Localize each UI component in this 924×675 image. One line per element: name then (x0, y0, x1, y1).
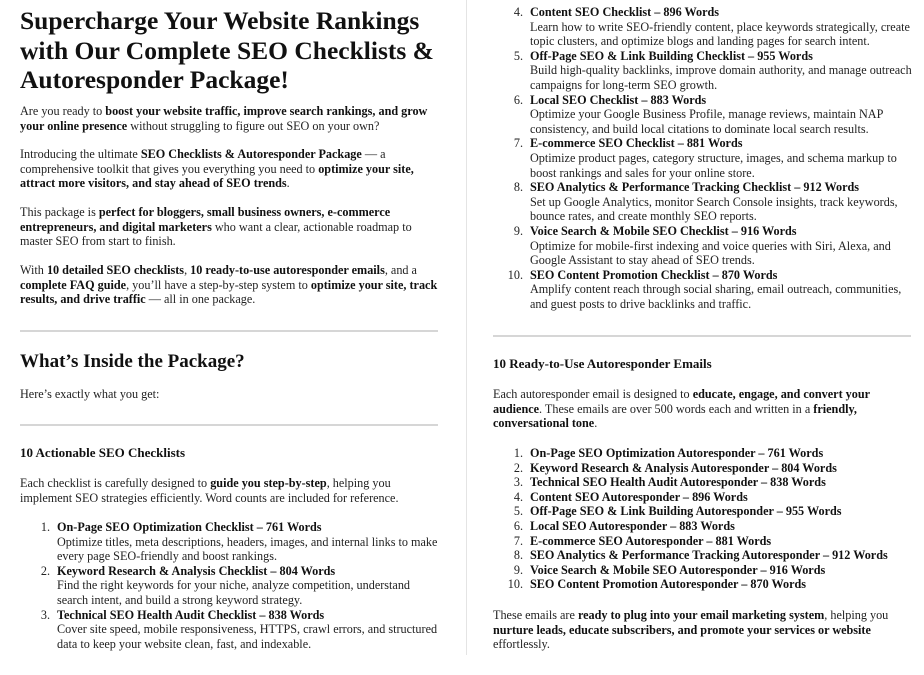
list-item-title: Voice Search & Mobile SEO Checklist – 916 Words (530, 223, 797, 238)
text: Each autoresponder email is designed to (493, 387, 693, 401)
text: . (286, 176, 290, 191)
list-number: 5. (513, 48, 523, 63)
text: This package is (20, 205, 99, 219)
list-item (493, 577, 918, 592)
list-item-title: On-Page SEO Optimization Autoresponder – 761 Words (530, 446, 824, 460)
list-item-title: Off-Page SEO & Link Building Checklist – 955 Words (530, 48, 813, 63)
list-item-title: On-Page SEO Optimization Checklist – 761 Words (57, 520, 322, 534)
list-item (493, 268, 918, 312)
intro-paragraph-3 (20, 205, 440, 249)
list-number: 9. (513, 223, 523, 238)
list-number: 7. (513, 533, 523, 548)
list-item-title: E-commerce SEO Checklist – 881 Words (530, 136, 743, 151)
list-number: 8. (513, 548, 523, 563)
list-item (20, 564, 440, 608)
list-item-title: Technical SEO Health Audit Checklist – 838 Words (57, 607, 325, 622)
list-item-title: Technical SEO Health Audit Autoresponder – 838 Words (530, 475, 826, 490)
page-divider (466, 0, 467, 655)
checklist-list-part-1 (20, 520, 440, 651)
bold-text: optimize your site, attract more visitors, and stay ahead of SEO trends (20, 161, 414, 191)
text: Each checklist is carefully designed to (20, 476, 211, 490)
list-item-title: SEO Content Promotion Checklist – 870 Words (530, 267, 778, 282)
list-item-title: SEO Analytics & Performance Tracking Checklist – 912 Words (530, 180, 860, 195)
list-number: 2. (40, 563, 50, 578)
list-item (20, 520, 440, 564)
intro-paragraph-1 (20, 104, 440, 133)
list-item (493, 534, 918, 549)
page-title: Supercharge Your Website Rankings with Our Complete SEO Checklists & Autoresponder Package! (20, 6, 434, 94)
list-item-description: Optimize titles, meta descriptions, headers, images, and internal links to make every page SEO-friendly and boost rankings. (57, 534, 438, 564)
intro-paragraph-2 (20, 147, 440, 191)
list-number: 3. (40, 607, 50, 622)
list-number: 5. (513, 504, 523, 519)
list-number: 4. (513, 489, 523, 504)
inside-text: Here’s exactly what you get: (20, 387, 160, 401)
bold-text: optimize your site, track results, and drive traffic (20, 277, 438, 307)
text: — a comprehensive toolkit that gives you everything you need to (20, 147, 386, 176)
bold-text: 10 ready-to-use autoresponder emails (190, 263, 385, 277)
bold-text: perfect for bloggers, small business owners, e-commerce entrepreneurs, and digital marketers (20, 205, 391, 234)
list-item (20, 608, 440, 652)
list-number: 1. (40, 520, 50, 534)
list-number: 6. (513, 518, 523, 533)
bold-text: SEO Checklists & Autoresponder Package (140, 147, 362, 161)
divider (20, 330, 438, 332)
bold-text: educate, engage, and convert your audience (493, 387, 870, 416)
list-item-title: Keyword Research & Analysis Autoresponder – 804 Words (530, 460, 837, 475)
list-number: 7. (513, 136, 523, 151)
list-item-description: Cover site speed, mobile responsiveness, HTTPS, crawl errors, and structured data to keep your website clean, fast, and indexable. (57, 622, 438, 651)
list-item-title: Voice Search & Mobile SEO Autoresponder – 916 Words (530, 562, 826, 577)
bold-text: ready to plug into your email marketing system (577, 608, 825, 622)
list-item (493, 548, 918, 563)
text: , and a (384, 263, 417, 277)
list-item (493, 563, 918, 578)
text: Introducing the ultimate (20, 147, 141, 161)
list-item-description: Optimize for mobile-first indexing and voice queries with Siri, Alexa, and Google Assistant to stay ahead of SEO trends. (530, 238, 891, 268)
emails-heading: 10 Ready-to-Use Autoresponder Emails (493, 356, 712, 371)
emails-outro (493, 608, 913, 652)
list-item-description: Build high-quality backlinks, improve domain authority, and manage outreach campaigns for long-term SEO growth. (530, 63, 912, 92)
list-item-title: Keyword Research & Analysis Checklist – 804 Words (57, 563, 336, 578)
bold-text: guide you step-by-step (210, 476, 327, 490)
list-item (493, 5, 918, 49)
text: — all in one package. (145, 292, 256, 307)
list-item-description: Find the right keywords for your niche, analyze competition, understand search intent, and build a strong keyword strategy. (57, 578, 411, 607)
text: , helping you implement SEO strategies efficiently. Word counts are included for reference. (20, 476, 399, 505)
bold-text: friendly, conversational tone (493, 401, 857, 431)
list-number: 4. (513, 5, 523, 19)
list-item (493, 519, 918, 534)
list-item (493, 504, 918, 519)
list-item (493, 136, 918, 180)
list-item-title: E-commerce SEO Autoresponder – 881 Words (530, 533, 772, 548)
list-item (493, 224, 918, 268)
divider (20, 424, 438, 426)
text: effortlessly. (493, 637, 550, 652)
text: who want a clear, actionable roadmap to master SEO from start to finish. (20, 219, 412, 249)
bold-text: nurture leads, educate subscribers, and promote your services or website (493, 622, 871, 637)
checklist-list-part-2 (493, 5, 918, 311)
list-number: 10. (507, 267, 523, 282)
list-item-title: Off-Page SEO & Link Building Autoresponder – 955 Words (530, 504, 842, 519)
text: Are you ready to (20, 104, 106, 118)
text: With (20, 263, 47, 277)
email-list (493, 446, 918, 592)
bold-text: 10 detailed SEO checklists (46, 263, 185, 277)
text: , you’ll have a step-by-step system to (126, 277, 311, 292)
text: These emails are (493, 608, 578, 622)
list-item (493, 49, 918, 93)
list-number: 10. (507, 577, 523, 592)
text: , (184, 263, 191, 277)
list-item-title: SEO Content Promotion Autoresponder – 870 Words (530, 577, 807, 592)
checklists-intro (20, 476, 440, 505)
bold-text: complete FAQ guide (20, 277, 127, 292)
list-item (493, 93, 918, 137)
list-item-title: Local SEO Checklist – 883 Words (530, 92, 707, 107)
bold-text: boost your website traffic, improve search rankings, and grow your online presence (20, 104, 428, 133)
list-number: 6. (513, 92, 523, 107)
list-number: 9. (513, 562, 523, 577)
list-item-title: SEO Analytics & Performance Tracking Autoresponder – 912 Words (530, 548, 888, 563)
list-item-description: Learn how to write SEO-friendly content, place keywords strategically, create topic clusters, and optimize blogs and landing pages for search intent. (530, 19, 910, 49)
list-number: 1. (513, 446, 523, 460)
text: . (594, 416, 598, 431)
inside-heading: What’s Inside the Package? (20, 351, 245, 372)
list-number: 8. (513, 180, 523, 195)
list-item-description: Amplify content reach through social sharing, email outreach, communities, and guest posts to drive backlinks and traffic. (530, 282, 902, 311)
list-item-description: Optimize product pages, category structure, images, and schema markup to boost rankings and sales for your online store. (530, 150, 897, 180)
text: without struggling to figure out SEO on your own? (127, 118, 380, 133)
emails-intro (493, 387, 913, 431)
list-item-description: Set up Google Analytics, monitor Search Console insights, track keywords, bounce rates, and create monthly SEO reports. (530, 194, 898, 224)
checklists-heading: 10 Actionable SEO Checklists (20, 445, 186, 460)
text: . These emails are over 500 words each and written in a (539, 401, 814, 416)
list-item-title: Content SEO Autoresponder – 896 Words (530, 489, 748, 504)
list-item (493, 180, 918, 224)
list-item (493, 446, 918, 461)
list-item-title: Content SEO Checklist – 896 Words (530, 5, 720, 19)
divider (493, 335, 911, 337)
list-item-title: Local SEO Autoresponder – 883 Words (530, 518, 735, 533)
list-number: 2. (513, 460, 523, 475)
list-item (493, 475, 918, 490)
intro-paragraph-4 (20, 263, 440, 307)
list-number: 3. (513, 475, 523, 490)
list-item (493, 490, 918, 505)
list-item (493, 461, 918, 476)
list-item-description: Optimize your Google Business Profile, manage reviews, maintain NAP consistency, and build local citations to dominate local search results. (530, 107, 883, 136)
text: , helping you (824, 608, 889, 622)
